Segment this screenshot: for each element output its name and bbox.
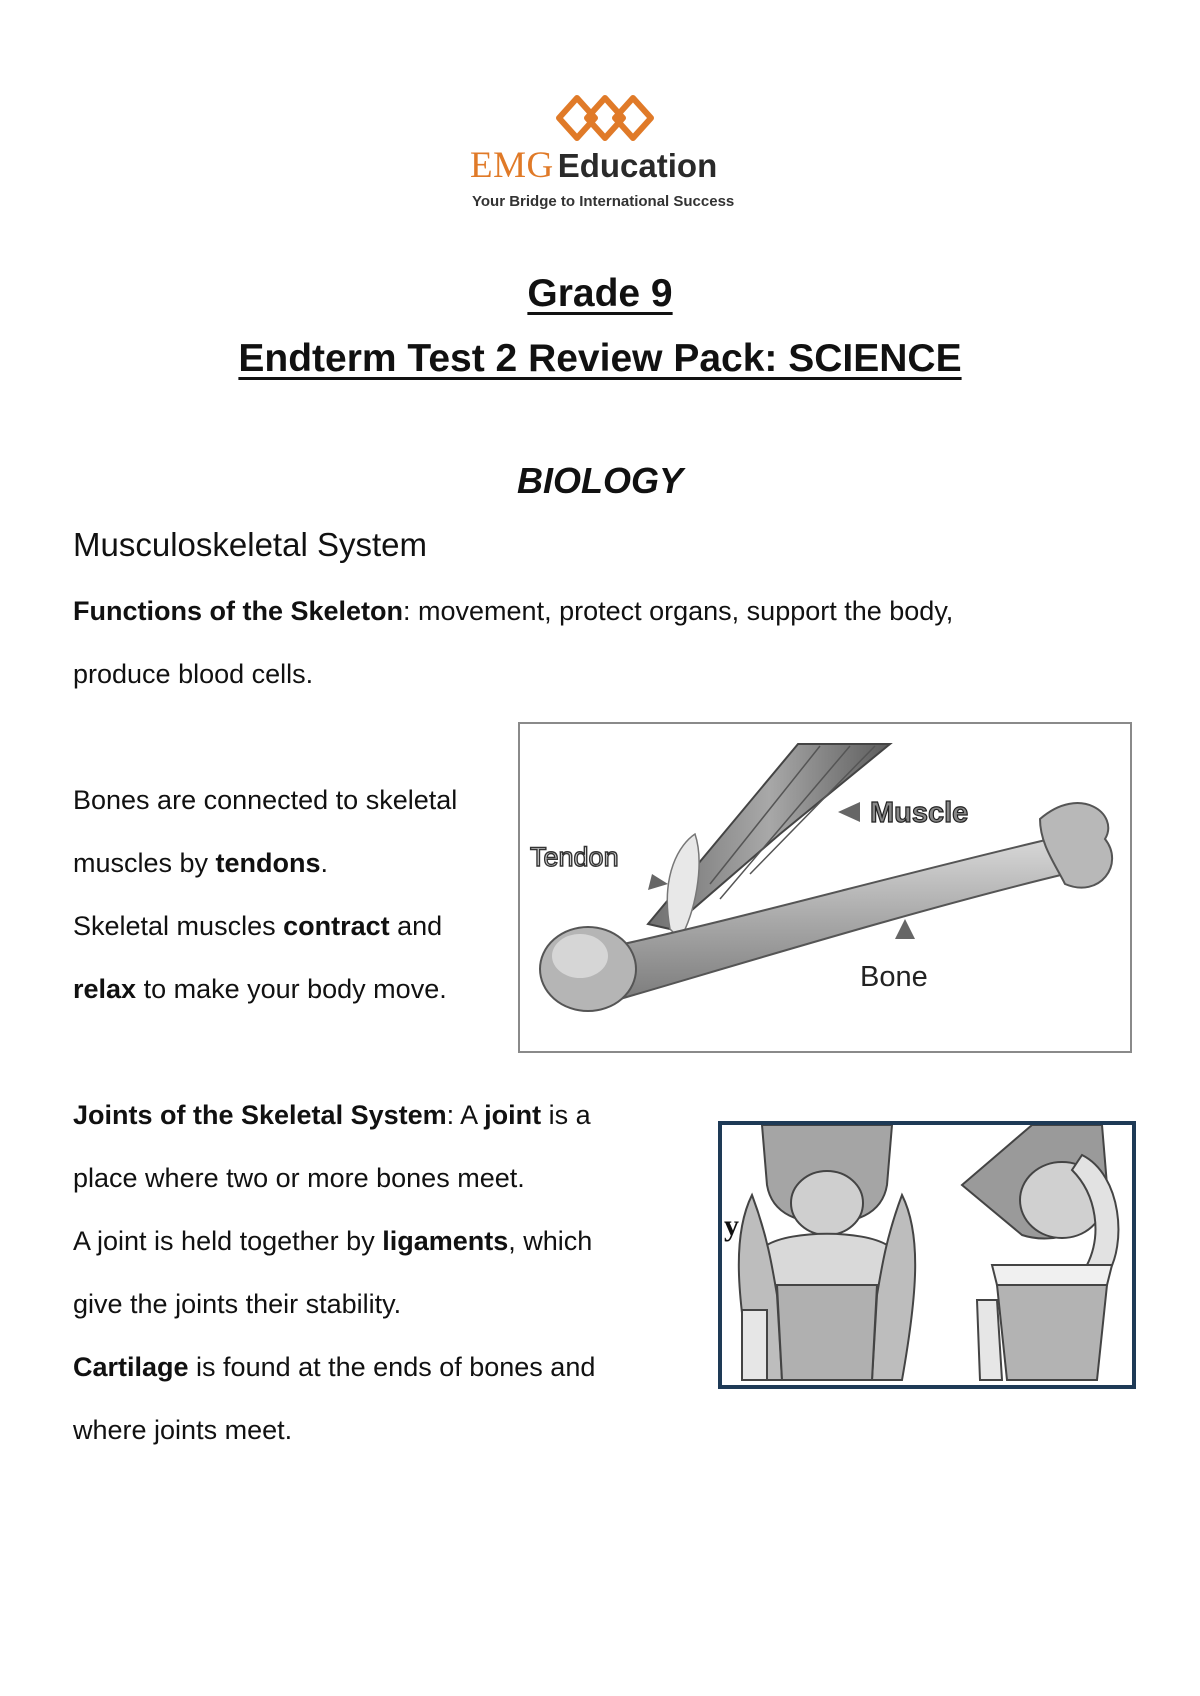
tendon-label: Tendon [530,842,619,872]
chain-link-logo-icon [555,92,655,144]
muscles-line-4: to make your body move. [136,974,447,1004]
joints-line-6: where joints meet. [73,1415,293,1445]
bone-illustration [520,724,1130,1051]
muscles-line-1: Bones are connected to skeletal [73,785,458,815]
logo-education-text: Education [557,147,718,184]
joints-line-5: is found at the ends of bones and [188,1352,596,1382]
keyword-joint: joint [484,1100,542,1130]
keyword-tendons: tendons [215,848,321,878]
muscle-label: Muscle [870,797,969,829]
joints-line-1: : A [446,1100,485,1130]
keyword-contract: contract [283,911,390,941]
section-heading: BIOLOGY [516,460,683,501]
knee-joint-illustration [722,1125,1132,1385]
review-pack-title: Endterm Test 2 Review Pack: SCIENCE [238,337,962,380]
joints-line-4: give the joints their stability. [73,1289,402,1319]
grade-title: Grade 9 [527,272,673,315]
tendon-shape [667,834,699,939]
keyword-ligaments: ligaments [382,1226,509,1256]
functions-lead: Functions of the Skeleton [73,596,404,626]
muscles-line-3: Skeletal muscles [73,911,284,941]
functions-text-2: produce blood cells. [73,659,314,689]
muscles-line-3-end: and [389,911,443,941]
logo-emg-text: EMG [470,145,554,186]
muscles-line-2: muscles by [73,848,216,878]
period: . [320,848,329,878]
tendon-arrow-icon [648,874,668,890]
knee-edge-glyph: y [724,1209,739,1242]
joints-line-3: A joint is held together by [73,1226,383,1256]
functions-text: : movement, protect organs, support the body, [403,596,954,626]
knee-joint-figure [718,1121,1136,1389]
logo-tagline: Your Bridge to International Success [472,193,735,210]
bone-label: Bone [860,961,928,993]
emg-logo [470,92,740,212]
joints-line-3-end: , which [508,1226,593,1256]
topic-heading: Musculoskeletal System [73,526,427,563]
joints-line-2: place where two or more bones meet. [73,1163,525,1193]
bone-tendon-muscle-figure [518,722,1132,1053]
keyword-cartilage: Cartilage [73,1352,189,1382]
joints-paragraph [73,1084,595,1462]
logo-brand [470,144,717,187]
bone-arrow-icon [895,919,915,939]
joints-heading: Joints of the Skeletal System [73,1100,447,1130]
muscles-paragraph [73,769,457,1021]
functions-paragraph [73,580,953,706]
joints-line-1-end: is a [541,1100,591,1130]
keyword-relax: relax [73,974,137,1004]
muscle-arrow-icon [838,802,860,822]
